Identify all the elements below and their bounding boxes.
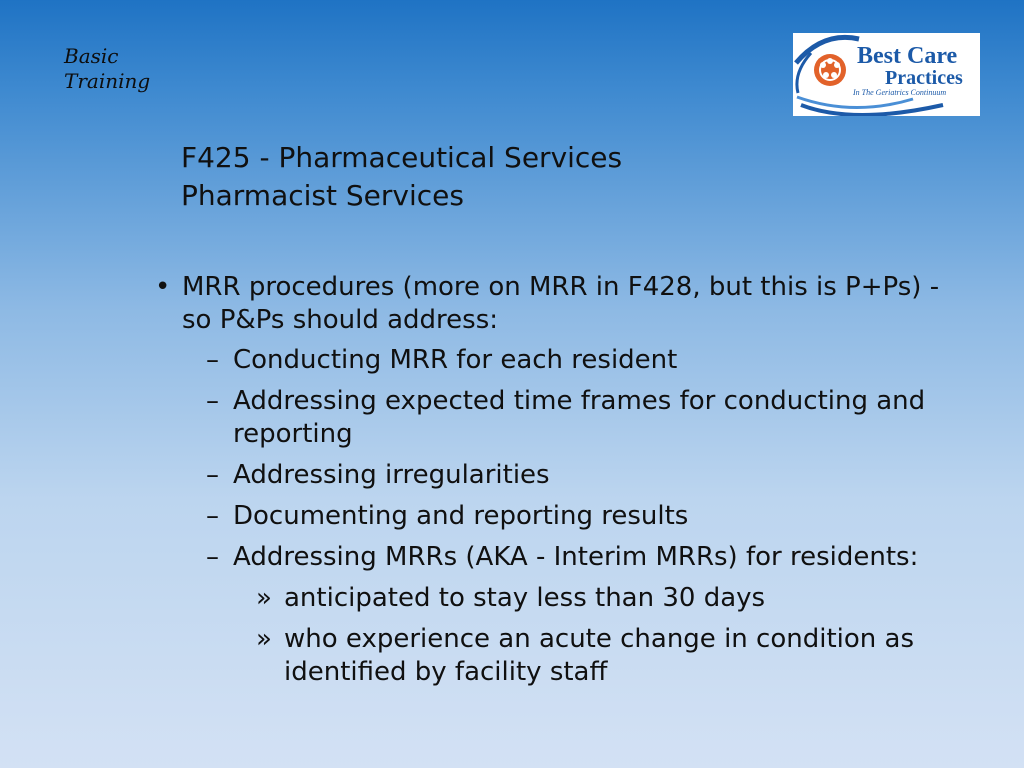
sub-sub-bullet-text: anticipated to stay less than 30 days [284,583,766,613]
sub-bullet-marker: – [206,345,219,375]
sub-bullet-marker: – [206,501,219,531]
corner-label-line2: Training [64,69,151,93]
slide-title [181,139,622,215]
sub-sub-bullet-marker: » [256,624,272,654]
sub-bullet-item [155,541,975,574]
logo-line1: Best Care [857,43,958,69]
sub-bullet-item [155,459,975,492]
bullet-item [155,271,975,337]
sub-sub-bullet-marker: » [256,583,272,613]
sub-bullet-marker: – [206,542,219,572]
best-care-practices-logo [793,33,980,116]
sub-sub-bullet-item [155,582,975,615]
bullet-text: MRR procedures (more on MRR in F428, but this is P+Ps) - so P&Ps should address: [182,272,940,335]
sub-sub-bullet-text: who experience an acute change in condition as identified by facility staff [284,624,914,687]
sub-bullet-text: Addressing expected time frames for conducting and reporting [233,386,926,449]
sub-bullet-item [155,344,975,377]
sub-bullet-marker: – [206,386,219,416]
sub-bullet-item [155,385,975,451]
sub-bullet-text: Addressing irregularities [233,460,550,490]
sub-bullet-marker: – [206,460,219,490]
bullet-list [155,271,975,697]
sub-bullet-text: Conducting MRR for each resident [233,345,678,375]
corner-label-line1: Basic [64,44,119,68]
logo-line2: Practices [885,67,963,89]
bullet-marker: • [155,272,171,302]
sub-bullet-text: Documenting and reporting results [233,501,689,531]
sub-sub-bullet-item [155,623,975,689]
logo-tagline: In The Geriatrics Continuum [853,88,947,97]
sub-bullet-text: Addressing MRRs (AKA - Interim MRRs) for residents: [233,542,919,572]
slide-title-line2: Pharmacist Services [181,179,464,212]
sub-bullet-item [155,500,975,533]
corner-label [64,44,150,94]
slide-title-line1: F425 - Pharmaceutical Services [181,141,623,174]
